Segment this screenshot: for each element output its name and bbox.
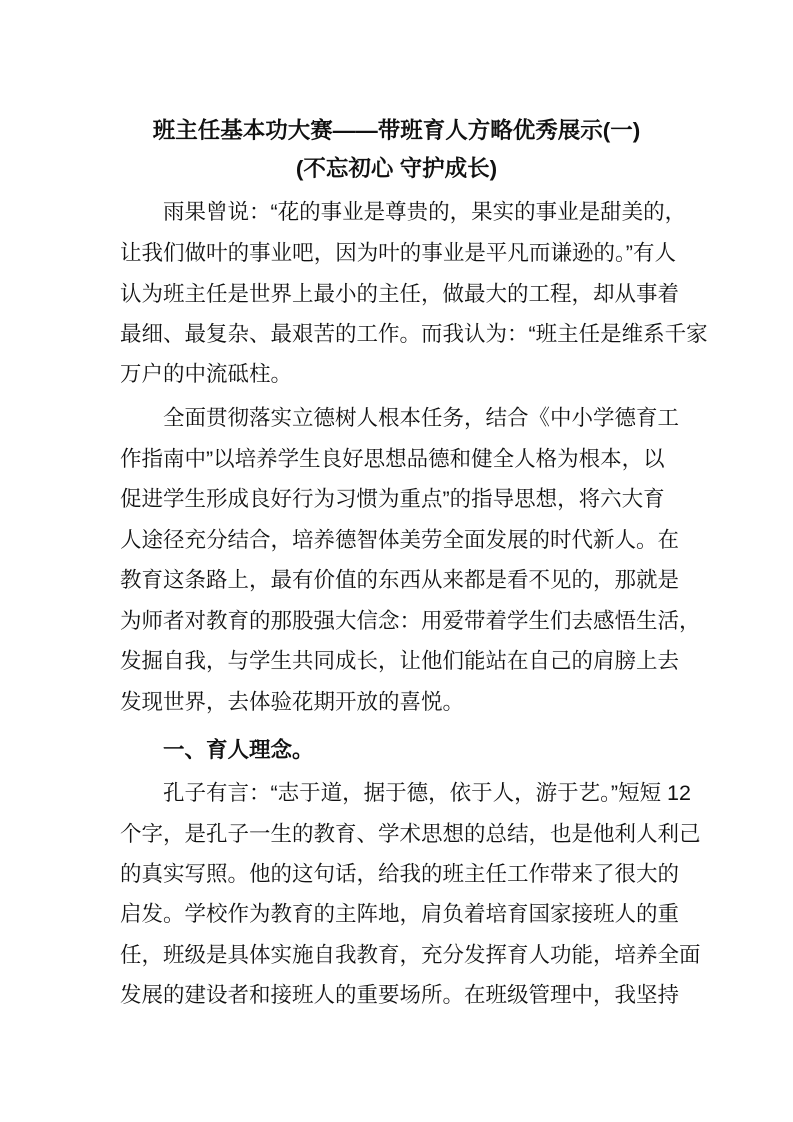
- section-heading: 一、育人理念。: [163, 738, 314, 762]
- text-line: 教育这条路上，最有价值的东西从来都是看不见的，那就是: [120, 568, 680, 592]
- text-line: 发现世界，去体验花期开放的喜悦。: [120, 690, 465, 714]
- text-line: 启发。学校作为教育的主阵地，肩负着培育国家接班人的重: [120, 902, 680, 926]
- text-line: 最细、最复杂、最艰苦的工作。而我认为：“班主任是维系千家: [120, 322, 708, 346]
- text-line: 让我们做叶的事业吧，因为叶的事业是平凡而谦逊的。”有人: [120, 241, 676, 265]
- text-line: 的真实写照。他的这句话，给我的班主任工作带来了很大的: [120, 862, 680, 886]
- text-line: 万户的中流砥柱。: [120, 362, 293, 386]
- text-line: 促进学生形成良好行为习惯为重点”的指导思想，将六大育: [120, 487, 665, 511]
- text-line: 个字，是孔子一生的教育、学术思想的总结，也是他利人利己: [120, 822, 701, 846]
- document-subtitle: (不忘初心 守护成长): [295, 156, 498, 181]
- document-title: 班主任基本功大赛——带班育人方略优秀展示(一): [152, 118, 641, 143]
- text-line: 作指南中”以培养学生良好思想品德和健全人格为根本，以: [120, 447, 665, 471]
- text-line: 雨果曾说：“花的事业是尊贵的，果实的事业是甜美的，: [163, 200, 687, 224]
- text-line: 认为班主任是世界上最小的主任，做最大的工程，却从事着: [120, 282, 680, 306]
- text-line: 孔子有言：“志于道，据于德，依于人，游于艺。”短短 12: [163, 781, 691, 805]
- text-line: 发展的建设者和接班人的重要场所。在班级管理中，我坚持: [120, 983, 680, 1007]
- text-line: 任，班级是具体实施自我教育，充分发挥育人功能，培养全面: [120, 943, 701, 967]
- text-line: 人途径充分结合，培养德智体美劳全面发展的时代新人。在: [120, 528, 680, 552]
- text-line: 为师者对教育的那股强大信念：用爱带着学生们去感悟生活，: [120, 609, 701, 633]
- text-line: 全面贯彻落实立德树人根本任务，结合《中小学德育工: [163, 406, 680, 430]
- text-line: 发掘自我，与学生共同成长，让他们能站在自己的肩膀上去: [120, 649, 680, 673]
